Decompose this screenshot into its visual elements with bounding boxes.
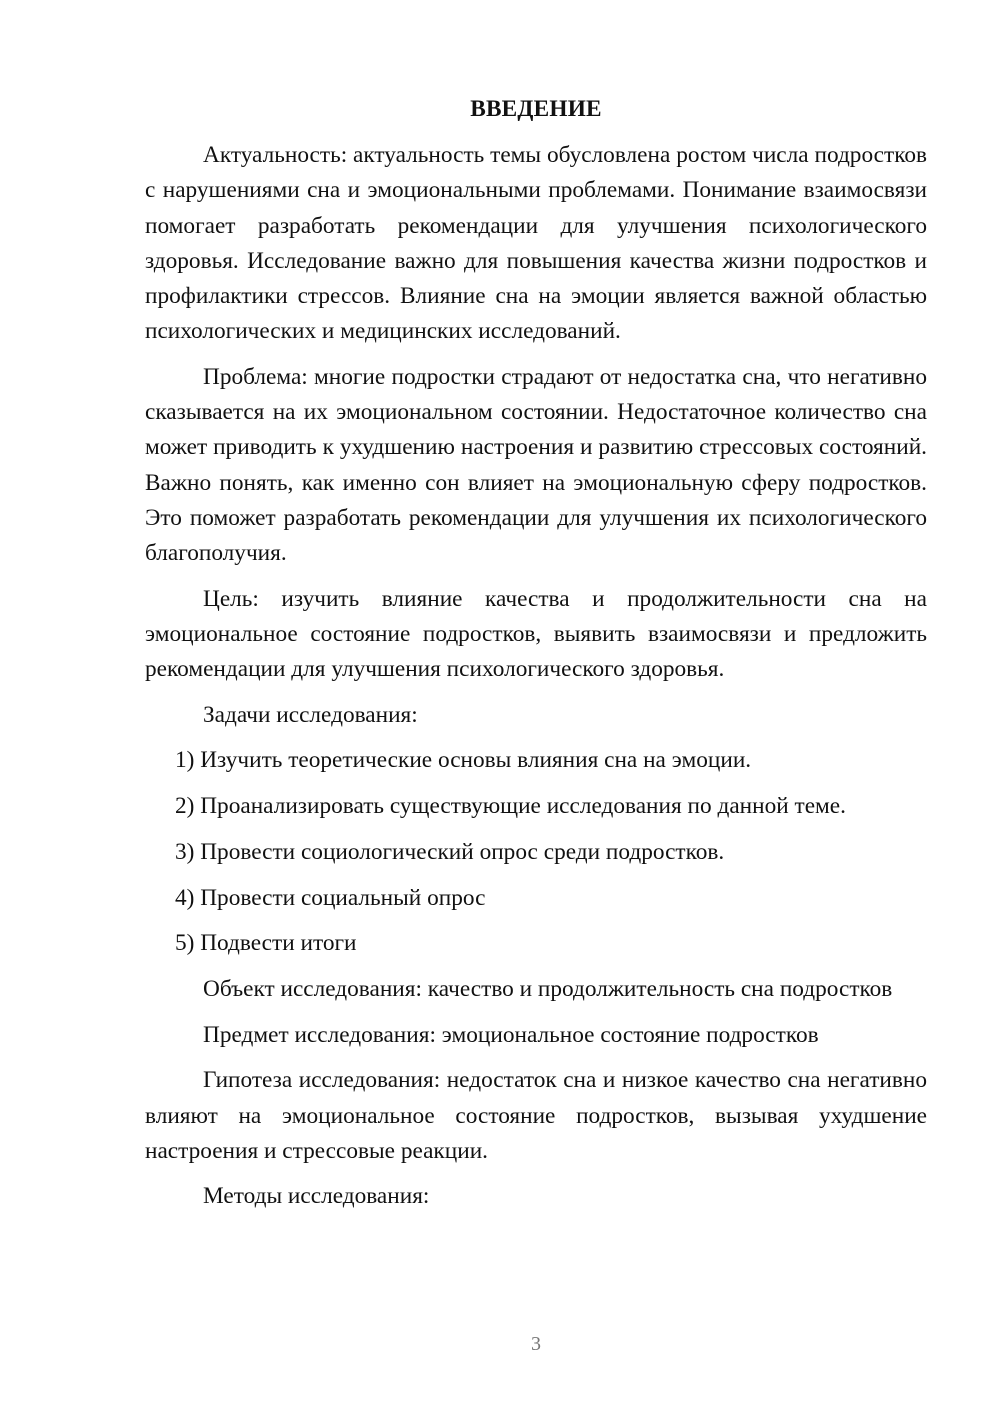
paragraph-tasks-heading: Задачи исследования:	[203, 701, 418, 728]
list-item: 2) Проанализировать существующие исследования по данной теме.	[175, 793, 846, 820]
page-number: 3	[531, 1333, 541, 1355]
list-item: 4) Провести социальный опрос	[175, 884, 486, 911]
list-item: 5) Подвести итоги	[175, 930, 357, 957]
paragraph-object: Объект исследования: качество и продолжительность сна подростков	[203, 975, 893, 1002]
paragraph-relevance: Актуальность: актуальность темы обусловлена ростом числа подростков с нарушениями сна и эмоциональными проблемами. Понимание взаимосвязи помогает разработать рекомендации для улучшения психологического здоровья. Исследование важно для повышения качества жизни подростков и профилактики стрессов. Влияние сна на эмоции является важной областью психологических и медицинских исследований.	[145, 142, 927, 345]
page-content	[145, 92, 927, 1225]
tasks-list	[145, 743, 927, 961]
list-item: 1) Изучить теоретические основы влияния сна на эмоции.	[175, 747, 752, 774]
paragraph-methods: Методы исследования:	[203, 1183, 430, 1210]
paragraph-subject: Предмет исследования: эмоциональное состояние подростков	[203, 1021, 819, 1048]
page-title: ВВЕДЕНИЕ	[470, 96, 602, 122]
paragraph-goal: Цель: изучить влияние качества и продолжительности сна на эмоциональное состояние подростков, выявить взаимосвязи и предложить рекомендации для улучшения психологического здоровья.	[145, 585, 927, 683]
paragraph-problem: Проблема: многие подростки страдают от недостатка сна, что негативно сказывается на их эмоциональном состоянии. Недостаточное количество сна может приводить к ухудшению настроения и развитию стрессовых состояний. Важно понять, как именно сон влияет на эмоциональную сферу подростков. Это поможет разработать рекомендации для улучшения их психологического благополучия.	[145, 363, 927, 566]
paragraph-hypothesis: Гипотеза исследования: недостаток сна и низкое качество сна негативно влияют на эмоциональное состояние подростков, вызывая ухудшение настроения и стрессовые реакции.	[145, 1067, 927, 1164]
list-item: 3) Провести социологический опрос среди подростков.	[175, 838, 725, 865]
